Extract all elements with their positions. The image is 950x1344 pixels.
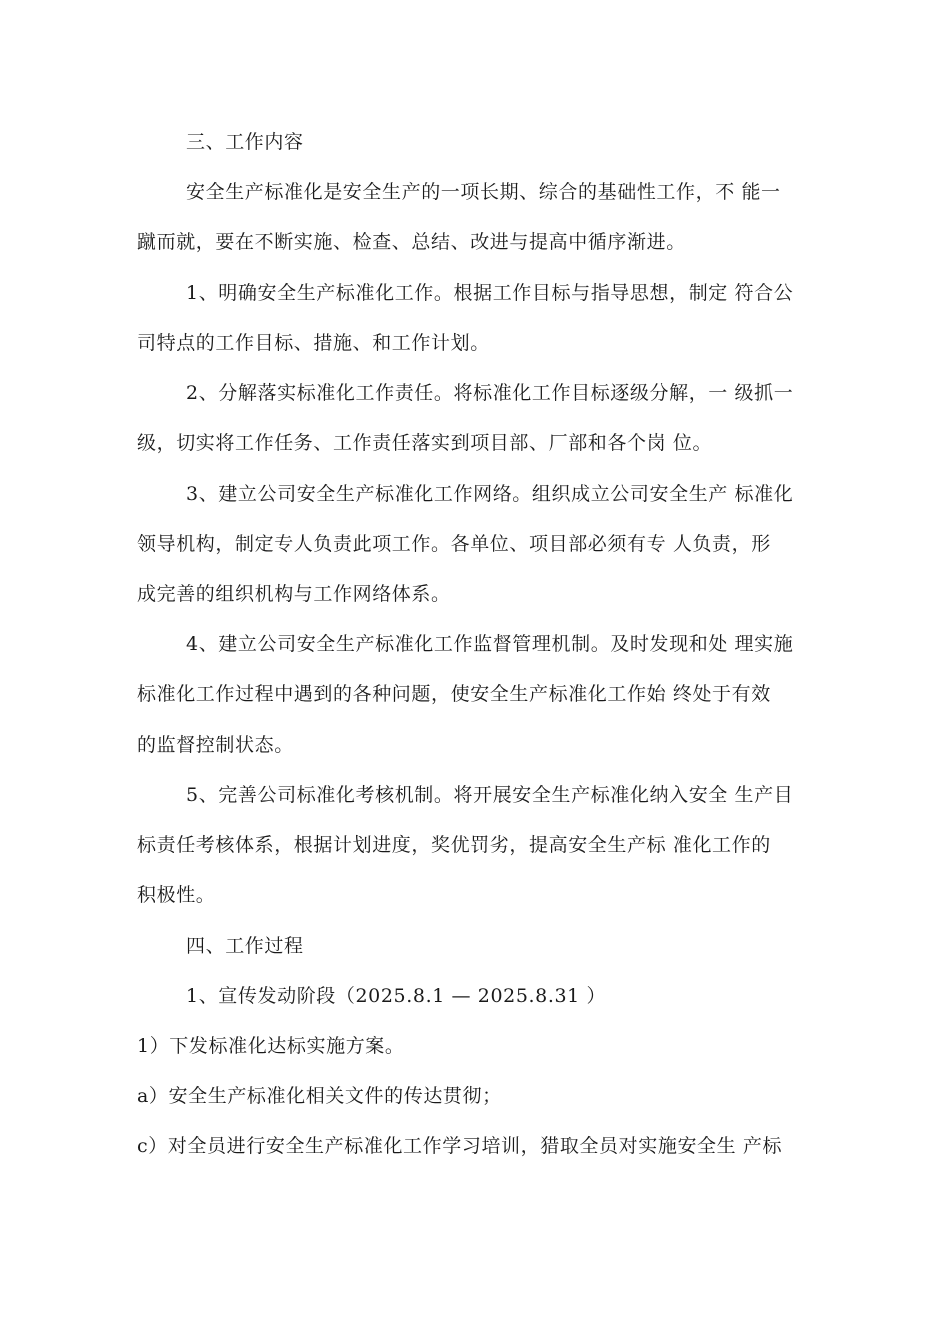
list-item-line: 领导机构，制定专人负责此项工作。各单位、项目部必须有专 人负责，形 [137, 533, 771, 555]
list-item-line: 的监督控制状态。 [137, 734, 294, 756]
list-item-line: 5、完善公司标准化考核机制。将开展安全生产标准化纳入安全 生产目 [186, 784, 794, 806]
list-item-line: 1、明确安全生产标准化工作。根据工作目标与指导思想，制定 符合公 [186, 282, 794, 304]
list-item-line: 标准化工作过程中遇到的各种问题，使安全生产标准化工作始 终处于有效 [137, 683, 771, 705]
paragraph-line: 安全生产标准化是安全生产的一项长期、综合的基础性工作，不 能一 [186, 181, 781, 203]
sub-item-line: c）对全员进行安全生产标准化工作学习培训，猎取全员对实施安全生 产标 [137, 1135, 783, 1157]
list-item-line: 级，切实将工作任务、工作责任落实到项目部、厂部和各个岗 位。 [137, 432, 713, 454]
list-item-line: 2、分解落实标准化工作责任。将标准化工作目标逐级分解，一 级抓一 [186, 382, 794, 404]
list-item-line: 标责任考核体系，根据计划进度，奖优罚劣，提高安全生产标 准化工作的 [137, 834, 771, 856]
list-item-line: 4、建立公司安全生产标准化工作监督管理机制。及时发现和处 理实施 [186, 633, 794, 655]
sub-item-line: a）安全生产标准化相关文件的传达贯彻； [137, 1085, 502, 1107]
paragraph-line: 蹴而就，要在不断实施、检查、总结、改进与提高中循序渐进。 [137, 231, 686, 253]
stage-heading: 1、宣传发动阶段（2025.8.1 — 2025.8.31 ） [186, 985, 607, 1007]
sub-item-line: 1）下发标准化达标实施方案。 [137, 1035, 405, 1057]
list-item-line: 3、建立公司安全生产标准化工作网络。组织成立公司安全生产 标准化 [186, 483, 794, 505]
list-item-line: 司特点的工作目标、措施、和工作计划。 [137, 332, 490, 354]
list-item-line: 积极性。 [137, 884, 216, 906]
list-item-line: 成完善的组织机构与工作网络体系。 [137, 583, 451, 605]
section-heading-work-process: 四、工作过程 [186, 935, 304, 957]
section-heading-work-content: 三、工作内容 [186, 131, 304, 153]
